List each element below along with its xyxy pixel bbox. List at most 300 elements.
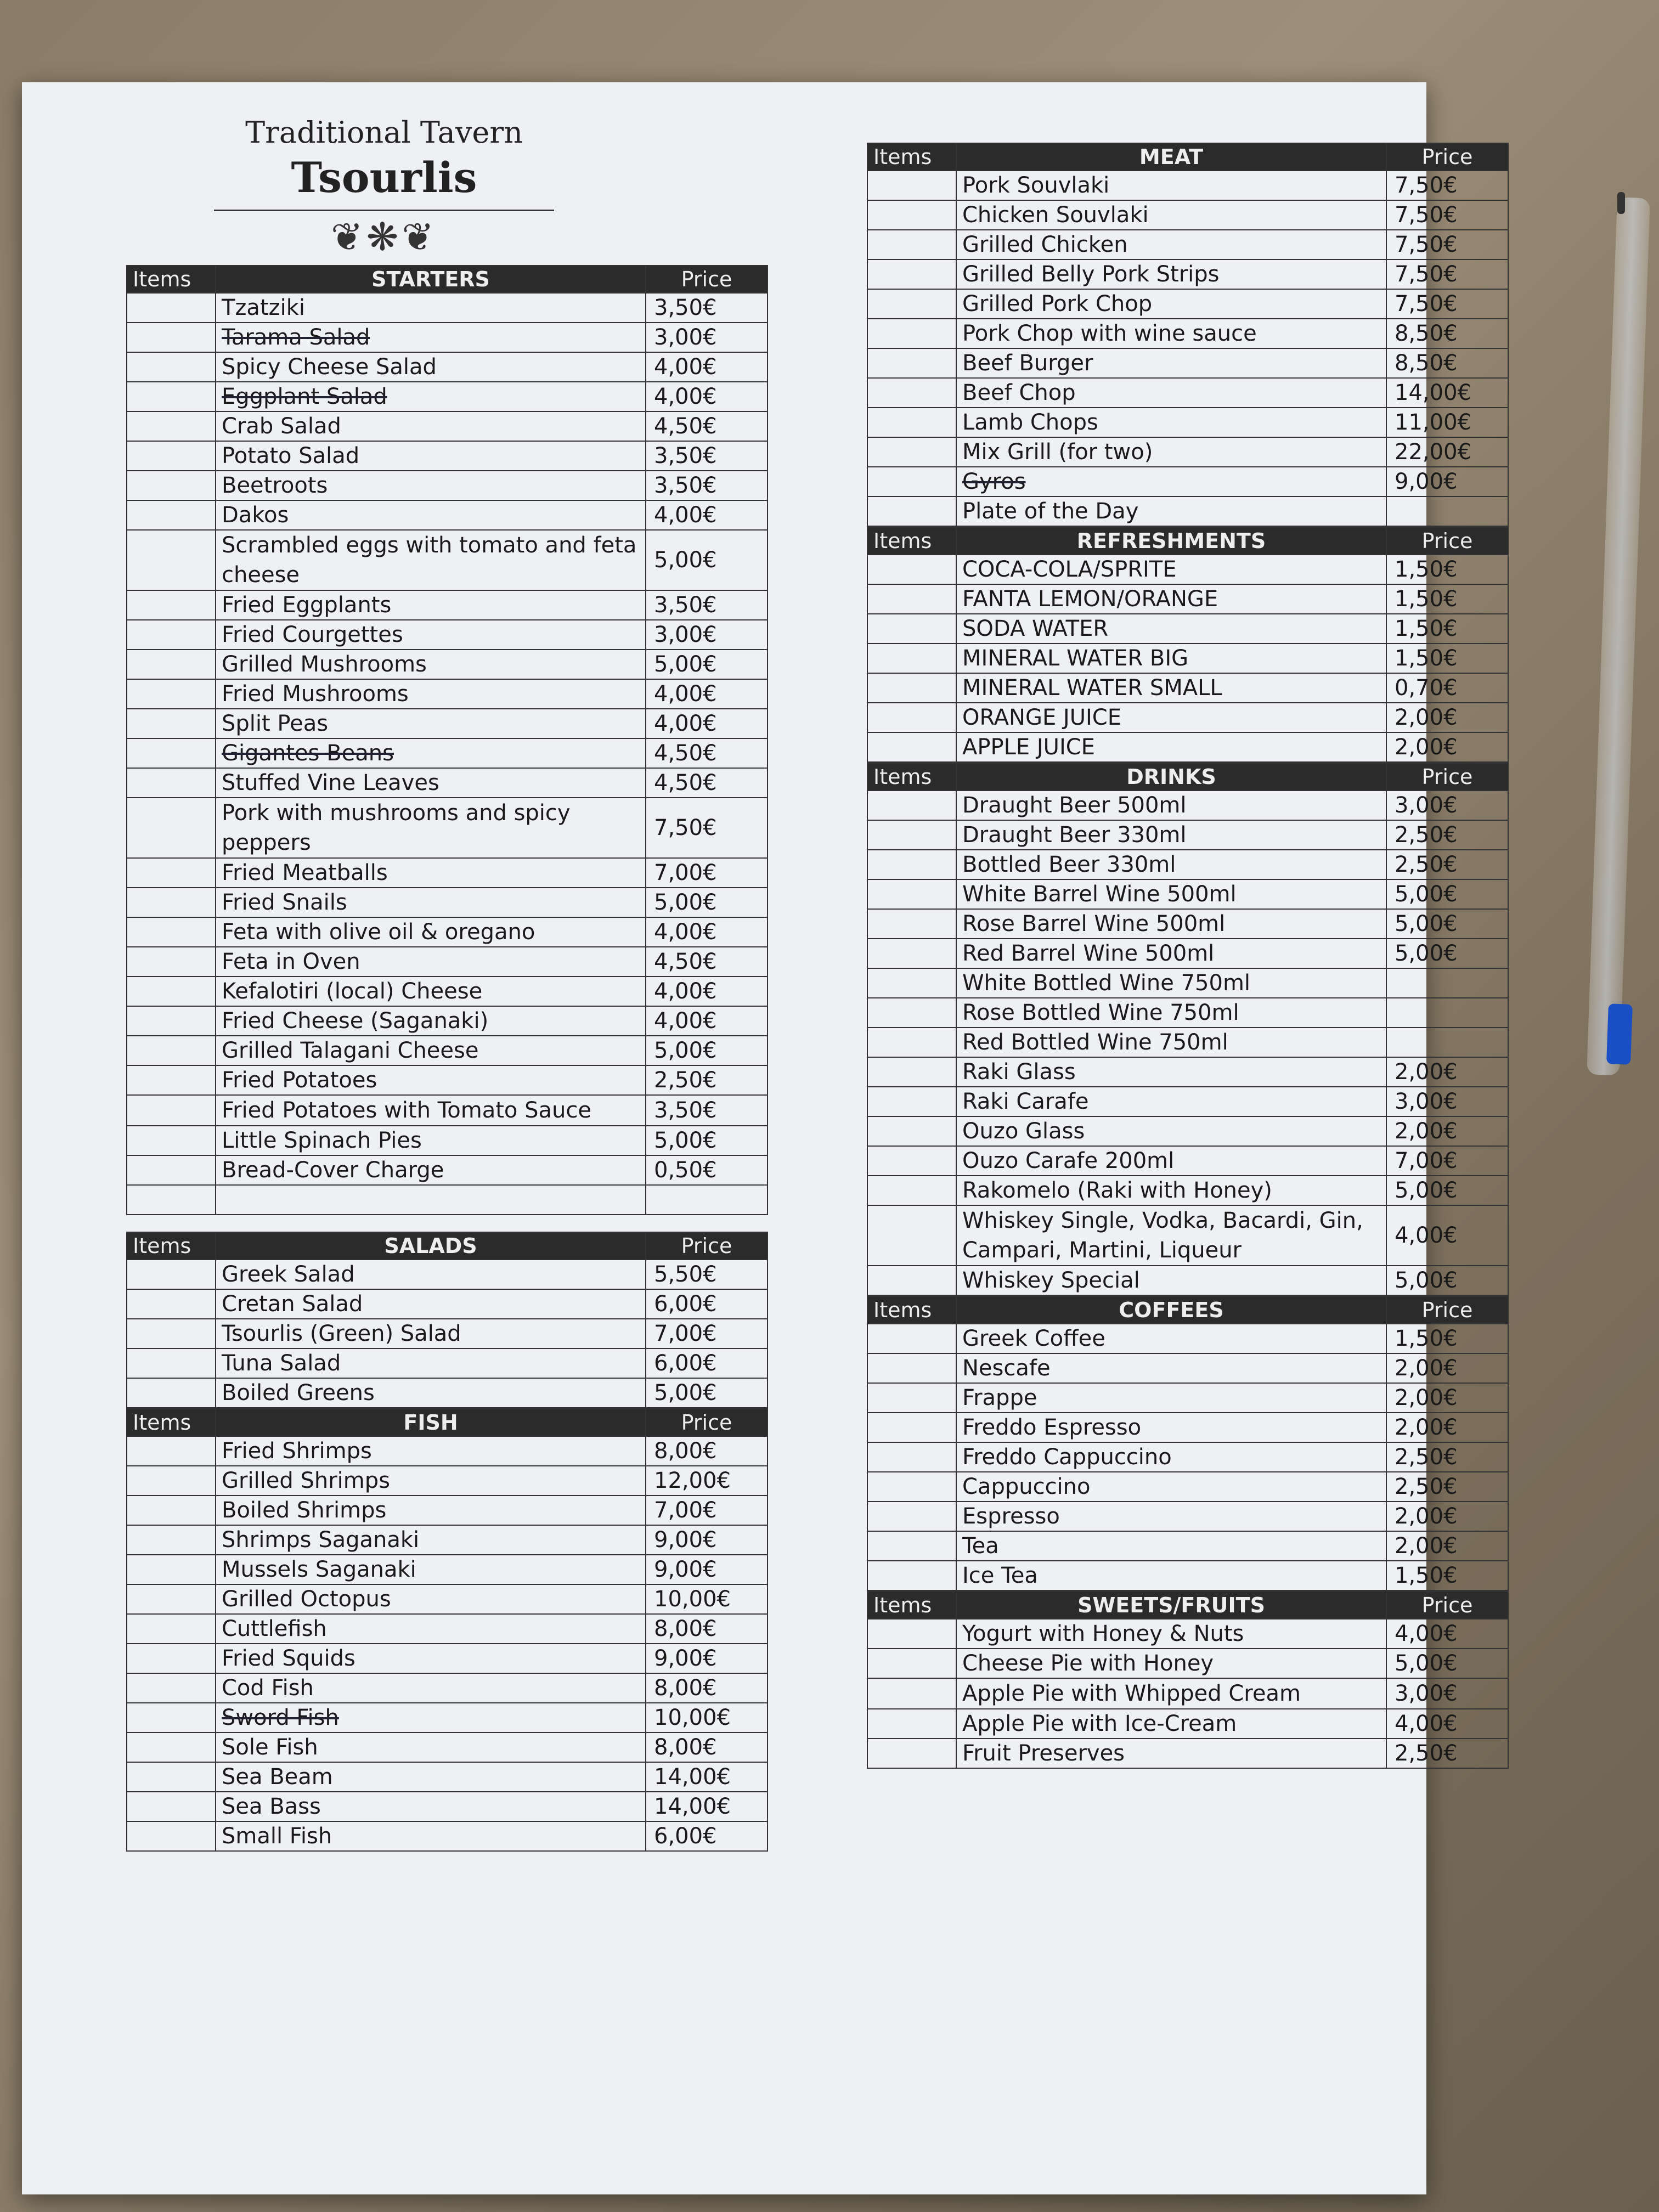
row-marker-cell [127, 768, 216, 798]
item-name-cell [956, 319, 1386, 348]
menu-item-price: 7,00€ [646, 1496, 768, 1525]
item-name-cell [216, 382, 646, 411]
item-name-cell [216, 411, 646, 441]
tavern-name: Tsourlis [291, 153, 477, 202]
menu-item-price: 2,00€ [1386, 1413, 1508, 1442]
starters-header-row [127, 266, 768, 293]
right-column [867, 143, 1509, 1769]
starters-price-label: Price [646, 266, 768, 293]
menu-item-name: Greek Coffee [962, 1326, 1105, 1351]
menu-item-price: 22,00€ [1386, 437, 1508, 467]
item-name-cell [216, 1436, 646, 1466]
row-marker-cell [127, 1348, 216, 1378]
table-row [867, 1176, 1508, 1205]
menu-item-name: White Barrel Wine 500ml [962, 882, 1237, 907]
meat-header-row [867, 143, 1508, 171]
item-name-cell [956, 644, 1386, 673]
menu-item-name: Eggplant Salad [222, 384, 387, 409]
row-marker-cell [867, 998, 956, 1028]
coffees-price-label: Price [1386, 1296, 1508, 1324]
item-name-cell [216, 1006, 646, 1036]
menu-item-name: APPLE JUICE [962, 735, 1095, 760]
menu-item-price: 9,00€ [646, 1525, 768, 1555]
menu-item-name: Whiskey Single, Vodka, Bacardi, Gin, Campari, Martini, Liqueur [962, 1208, 1363, 1263]
menu-item-price: 4,50€ [646, 738, 768, 768]
sweets-header-row [867, 1592, 1508, 1619]
table-row [867, 1649, 1508, 1678]
menu-item-name: Whiskey Special [962, 1268, 1140, 1293]
row-marker-cell [127, 1555, 216, 1584]
menu-item-name: Split Peas [222, 711, 329, 736]
item-name-cell [216, 471, 646, 500]
menu-item-name: Grilled Pork Chop [962, 291, 1153, 317]
menu-item-price: 5,00€ [1386, 939, 1508, 968]
menu-item-price [1386, 496, 1508, 526]
table-row [127, 1095, 768, 1126]
menu-item-name: Sword Fish [222, 1705, 339, 1730]
menu-item-name: Tuna Salad [222, 1351, 341, 1376]
table-row [127, 1584, 768, 1614]
fish-table [126, 1408, 768, 1852]
row-marker-cell [867, 1266, 956, 1295]
item-name-cell [216, 650, 646, 679]
row-marker-cell [867, 1205, 956, 1266]
row-marker-cell [867, 939, 956, 968]
row-marker-cell [867, 171, 956, 200]
row-marker-cell [127, 500, 216, 530]
row-marker-cell [867, 496, 956, 526]
table-row [867, 496, 1508, 526]
row-marker-cell [867, 1678, 956, 1709]
row-marker-cell [127, 590, 216, 620]
fish-price-label: Price [646, 1409, 768, 1436]
menu-item-name: Draught Beer 500ml [962, 793, 1187, 818]
menu-item-price: 10,00€ [646, 1584, 768, 1614]
row-marker-cell [867, 1739, 956, 1768]
menu-item-price: 6,00€ [646, 1348, 768, 1378]
item-name-cell [956, 1028, 1386, 1057]
drinks-table [867, 763, 1509, 1296]
table-row [867, 732, 1508, 762]
row-marker-cell [127, 738, 216, 768]
table-row [127, 917, 768, 947]
salads-section-title: SALADS [216, 1232, 646, 1260]
item-name-cell [956, 673, 1386, 703]
row-marker-cell [867, 1087, 956, 1116]
table-row [127, 441, 768, 471]
item-name-cell [216, 1065, 646, 1095]
table-row [867, 968, 1508, 998]
table-row [867, 791, 1508, 820]
menu-item-price: 14,00€ [646, 1762, 768, 1792]
item-name-cell [956, 1531, 1386, 1561]
menu-item-price: 9,00€ [1386, 467, 1508, 496]
menu-item-name: Rose Bottled Wine 750ml [962, 1000, 1239, 1025]
menu-item-price: 8,00€ [646, 1436, 768, 1466]
menu-item-name: Boiled Greens [222, 1380, 375, 1406]
table-row [867, 1619, 1508, 1649]
table-row [127, 293, 768, 323]
table-row [867, 1502, 1508, 1531]
pen-tip [1617, 192, 1625, 214]
item-name-cell [956, 467, 1386, 496]
menu-item-price: 2,50€ [1386, 820, 1508, 850]
menu-item-price: 5,00€ [646, 888, 768, 917]
menu-item-price: 8,50€ [1386, 319, 1508, 348]
table-row [127, 323, 768, 352]
table-row [867, 289, 1508, 319]
item-name-cell [216, 1155, 646, 1185]
refreshments-items: Items [867, 527, 956, 555]
row-marker-cell [867, 1028, 956, 1057]
row-marker-cell [867, 200, 956, 230]
row-marker-cell [127, 411, 216, 441]
item-name-cell [216, 947, 646, 977]
table-row [867, 1324, 1508, 1353]
meat-items: Items [867, 143, 956, 171]
table-row [127, 768, 768, 798]
table-row [127, 858, 768, 888]
menu-item-name: Bottled Beer 330ml [962, 852, 1176, 877]
refreshments-price-label: Price [1386, 527, 1508, 555]
table-row [127, 500, 768, 530]
menu-item-price: 2,50€ [1386, 850, 1508, 879]
item-name-cell [956, 791, 1386, 820]
item-name-cell [216, 323, 646, 352]
salads-items: Items [127, 1232, 216, 1260]
menu-item-name: Raki Carafe [962, 1089, 1089, 1114]
item-name-cell [956, 408, 1386, 437]
table-row [867, 1442, 1508, 1472]
menu-item-price: 6,00€ [646, 1289, 768, 1319]
table-row [867, 850, 1508, 879]
menu-item-price: 7,50€ [1386, 289, 1508, 319]
menu-item-name: Raki Glass [962, 1059, 1076, 1085]
item-name-cell [956, 1502, 1386, 1531]
row-marker-cell [127, 1006, 216, 1036]
table-row [127, 1260, 768, 1289]
table-row [127, 382, 768, 411]
table-row [127, 1436, 768, 1466]
table-row [867, 703, 1508, 732]
menu-item-name: Scrambled eggs with tomato and feta cheese [222, 533, 637, 588]
menu-item-name: Pork Chop with wine sauce [962, 321, 1257, 346]
menu-item-name: COCA-COLA/SPRITE [962, 557, 1177, 582]
row-marker-cell [867, 1442, 956, 1472]
menu-item-price: 12,00€ [646, 1466, 768, 1496]
item-name-cell [216, 1644, 646, 1673]
item-name-cell [216, 1821, 646, 1851]
menu-item-price: 1,50€ [1386, 1324, 1508, 1353]
item-name-cell [216, 1126, 646, 1155]
item-name-cell [216, 1466, 646, 1496]
menu-item-price [1386, 968, 1508, 998]
pen-cap [1606, 1003, 1633, 1064]
menu-item-price: 3,50€ [646, 590, 768, 620]
item-name-cell [216, 738, 646, 768]
menu-item-name: Gyros [962, 469, 1026, 494]
menu-item-name: Cheese Pie with Honey [962, 1651, 1214, 1676]
menu-item-name: Feta in Oven [222, 949, 360, 974]
menu-item-name: Frappe [962, 1385, 1037, 1410]
item-name-cell [216, 1095, 646, 1126]
item-name-cell [956, 732, 1386, 762]
menu-item-price: 4,00€ [1386, 1619, 1508, 1649]
table-row [127, 1792, 768, 1821]
menu-item-name: Cappuccino [962, 1474, 1091, 1499]
table-row [127, 888, 768, 917]
table-row [867, 1709, 1508, 1739]
menu-item-price: 4,00€ [646, 977, 768, 1006]
row-marker-cell [867, 644, 956, 673]
item-name-cell [956, 289, 1386, 319]
item-name-cell [956, 820, 1386, 850]
row-marker-cell [127, 1703, 216, 1733]
table-row [867, 1266, 1508, 1295]
menu-item-name: Cod Fish [222, 1675, 314, 1701]
menu-item-name: Ouzo Glass [962, 1119, 1085, 1144]
table-row [867, 909, 1508, 939]
row-marker-cell [867, 614, 956, 644]
ornament-icon: ❦❋❦ [331, 215, 437, 259]
menu-item-price [1386, 998, 1508, 1028]
menu-item-price: 8,00€ [646, 1733, 768, 1762]
item-name-cell [956, 968, 1386, 998]
menu-item-name: Sea Beam [222, 1764, 333, 1790]
table-row [867, 1561, 1508, 1590]
item-name-cell [956, 1087, 1386, 1116]
item-name-cell [956, 259, 1386, 289]
table-row [127, 1378, 768, 1408]
menu-item-name: Spicy Cheese Salad [222, 354, 437, 380]
menu-item-price: 3,00€ [1386, 1087, 1508, 1116]
table-row [867, 1146, 1508, 1176]
table-row [127, 411, 768, 441]
item-name-cell [216, 293, 646, 323]
row-marker-cell [867, 289, 956, 319]
row-marker-cell [127, 977, 216, 1006]
menu-item-name: Fried Mushrooms [222, 681, 409, 707]
menu-item-price: 4,00€ [646, 917, 768, 947]
meat-table [867, 143, 1509, 527]
refreshments-table [867, 527, 1509, 763]
item-name-cell [956, 1146, 1386, 1176]
row-marker-cell [867, 1531, 956, 1561]
item-name-cell [956, 1709, 1386, 1739]
row-marker-cell [867, 555, 956, 584]
row-marker-cell [127, 917, 216, 947]
menu-item-price [646, 1185, 768, 1215]
menu-item-name: Fried Shrimps [222, 1438, 372, 1464]
menu-item-name: Pork with mushrooms and spicy peppers [222, 800, 571, 855]
menu-item-price: 8,00€ [646, 1614, 768, 1644]
menu-item-name: Fruit Preserves [962, 1741, 1125, 1766]
row-marker-cell [867, 791, 956, 820]
item-name-cell [956, 1116, 1386, 1146]
table-row [867, 1531, 1508, 1561]
menu-item-name: Fried Courgettes [222, 622, 403, 647]
table-row [867, 614, 1508, 644]
row-marker-cell [127, 888, 216, 917]
item-name-cell [956, 703, 1386, 732]
row-marker-cell [127, 798, 216, 858]
item-name-cell [216, 1762, 646, 1792]
menu-item-name: Yogurt with Honey & Nuts [962, 1621, 1244, 1646]
menu-item-price: 2,50€ [646, 1065, 768, 1095]
item-name-cell [216, 917, 646, 947]
item-name-cell [956, 1678, 1386, 1709]
item-name-cell [956, 939, 1386, 968]
row-marker-cell [127, 679, 216, 709]
item-name-cell [216, 352, 646, 382]
item-name-cell [956, 1057, 1386, 1087]
table-row [867, 820, 1508, 850]
table-row [867, 319, 1508, 348]
item-name-cell [956, 437, 1386, 467]
row-marker-cell [127, 1095, 216, 1126]
table-row [127, 977, 768, 1006]
item-name-cell [216, 768, 646, 798]
menu-item-price: 6,00€ [646, 1821, 768, 1851]
menu-item-name: Grilled Octopus [222, 1587, 391, 1612]
table-row [127, 471, 768, 500]
row-marker-cell [867, 1619, 956, 1649]
table-row [867, 437, 1508, 467]
item-name-cell [216, 858, 646, 888]
item-name-cell [956, 1353, 1386, 1383]
drinks-section-title: DRINKS [956, 763, 1386, 791]
menu-item-price: 3,00€ [646, 620, 768, 650]
row-marker-cell [867, 1116, 956, 1146]
item-name-cell [216, 1703, 646, 1733]
row-marker-cell [867, 1709, 956, 1739]
table-row [127, 1348, 768, 1378]
table-row [867, 1205, 1508, 1266]
menu-item-price: 1,50€ [1386, 1561, 1508, 1590]
row-marker-cell [867, 909, 956, 939]
row-marker-cell [867, 378, 956, 408]
item-name-cell [216, 1584, 646, 1614]
table-row [867, 1353, 1508, 1383]
row-marker-cell [867, 1324, 956, 1353]
menu-item-price: 2,00€ [1386, 732, 1508, 762]
sweets-section-title: SWEETS/FRUITS [956, 1592, 1386, 1619]
menu-item-price: 2,00€ [1386, 1353, 1508, 1383]
coffees-header-row [867, 1296, 1508, 1324]
row-marker-cell [127, 1036, 216, 1065]
table-row [867, 1472, 1508, 1502]
table-row [127, 709, 768, 738]
header-divider [214, 210, 554, 211]
table-row [127, 1555, 768, 1584]
menu-item-name: Tzatziki [222, 295, 306, 320]
menu-item-price: 3,00€ [1386, 1678, 1508, 1709]
row-marker-cell [867, 319, 956, 348]
menu-item-name: Fried Meatballs [222, 860, 388, 885]
table-row [867, 1057, 1508, 1087]
row-marker-cell [867, 732, 956, 762]
menu-item-name: Fried Eggplants [222, 592, 392, 618]
item-name-cell [956, 614, 1386, 644]
table-row [127, 1155, 768, 1185]
item-name-cell [956, 909, 1386, 939]
menu-item-price: 3,50€ [646, 293, 768, 323]
menu-item-name: MINERAL WATER SMALL [962, 675, 1222, 701]
table-row [867, 1087, 1508, 1116]
table-row [867, 1116, 1508, 1146]
row-marker-cell [127, 382, 216, 411]
table-row [867, 939, 1508, 968]
starters-table [126, 265, 768, 1215]
menu-item-price: 7,50€ [1386, 171, 1508, 200]
menu-item-price: 4,50€ [646, 411, 768, 441]
table-row [867, 879, 1508, 909]
row-marker-cell [127, 709, 216, 738]
menu-item-price: 1,50€ [1386, 644, 1508, 673]
item-name-cell [216, 590, 646, 620]
row-marker-cell [127, 1673, 216, 1703]
row-marker-cell [867, 1176, 956, 1205]
menu-item-name: Chicken Souvlaki [962, 202, 1149, 228]
sweets-table [867, 1591, 1509, 1769]
fish-items: Items [127, 1409, 216, 1436]
table-row [867, 584, 1508, 614]
menu-item-name: ORANGE JUICE [962, 705, 1121, 730]
salads-header-row [127, 1232, 768, 1260]
menu-item-price: 1,50€ [1386, 584, 1508, 614]
menu-item-price: 4,00€ [1386, 1709, 1508, 1739]
row-marker-cell [867, 1502, 956, 1531]
item-name-cell [216, 1673, 646, 1703]
table-row [127, 1644, 768, 1673]
table-row [127, 1289, 768, 1319]
menu-item-price: 8,00€ [646, 1673, 768, 1703]
fish-section-title: FISH [216, 1409, 646, 1436]
menu-item-price: 3,00€ [1386, 791, 1508, 820]
row-marker-cell [127, 1185, 216, 1215]
menu-item-name: Bread-Cover Charge [222, 1158, 444, 1183]
sweets-price-label: Price [1386, 1592, 1508, 1619]
row-marker-cell [867, 1649, 956, 1678]
row-marker-cell [867, 673, 956, 703]
item-name-cell [216, 1319, 646, 1348]
row-marker-cell [867, 259, 956, 289]
table-row [127, 1319, 768, 1348]
table-row [867, 378, 1508, 408]
menu-item-price: 8,50€ [1386, 348, 1508, 378]
row-marker-cell [127, 352, 216, 382]
menu-item-price: 2,00€ [1386, 703, 1508, 732]
menu-item-price: 14,00€ [646, 1792, 768, 1821]
table-row [127, 947, 768, 977]
table-row [867, 998, 1508, 1028]
item-name-cell [956, 1205, 1386, 1266]
menu-item-price: 7,00€ [646, 858, 768, 888]
menu-item-name: Sole Fish [222, 1735, 318, 1760]
row-marker-cell [127, 323, 216, 352]
item-name-cell [216, 1289, 646, 1319]
menu-item-name: Pork Souvlaki [962, 173, 1110, 198]
drinks-price-label: Price [1386, 763, 1508, 791]
left-column [126, 115, 768, 1852]
menu-item-name: White Bottled Wine 750ml [962, 970, 1251, 996]
item-name-cell [956, 1413, 1386, 1442]
menu-item-price: 2,00€ [1386, 1531, 1508, 1561]
item-name-cell [956, 496, 1386, 526]
row-marker-cell [127, 1319, 216, 1348]
row-marker-cell [127, 1762, 216, 1792]
table-row [867, 230, 1508, 259]
